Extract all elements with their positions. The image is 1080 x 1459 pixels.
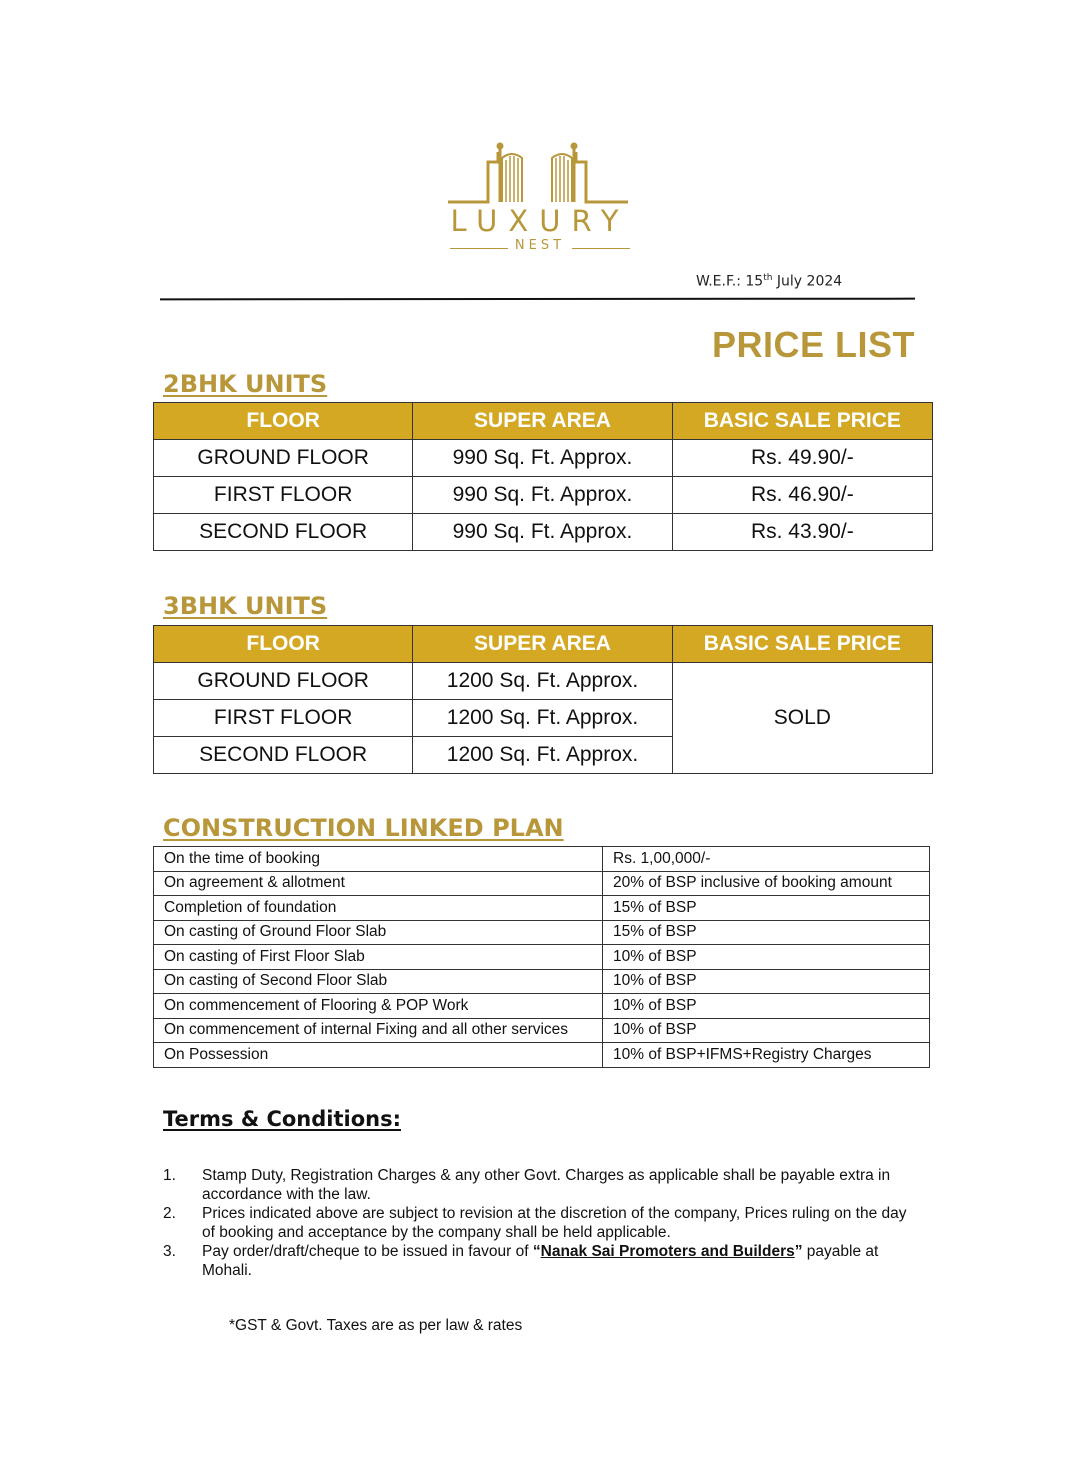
cell-amount: 10% of BSP [603, 969, 930, 994]
list-text: Stamp Duty, Registration Charges & any other Govt. Charges as applicable shall be payable extra in accordance with the law. [202, 1167, 891, 1203]
column-header: FLOOR [154, 403, 413, 440]
list-item [163, 1242, 923, 1280]
logo-wordmark: LUXURY [450, 204, 630, 238]
cell-stage: On casting of First Floor Slab [154, 945, 603, 970]
cell-area: 1200 Sq. Ft. Approx. [413, 700, 672, 737]
cell-price: Rs. 43.90/- [672, 514, 932, 551]
table-row [154, 969, 930, 994]
section-title-plan: CONSTRUCTION LINKED PLAN [163, 814, 564, 842]
table-row [154, 896, 930, 921]
table-row [154, 1043, 930, 1068]
cell-floor: SECOND FLOOR [154, 737, 413, 774]
list-number: 2. [163, 1205, 176, 1222]
cell-area: 1200 Sq. Ft. Approx. [413, 663, 672, 700]
company-name: Nanak Sai Promoters and Builders [540, 1243, 795, 1260]
list-number: 1. [163, 1167, 176, 1184]
cell-area: 1200 Sq. Ft. Approx. [413, 737, 672, 774]
list-number: 3. [163, 1243, 176, 1260]
cell-amount: 10% of BSP [603, 994, 930, 1019]
cell-stage: On Possession [154, 1043, 603, 1068]
cell-amount: 20% of BSP inclusive of booking amount [603, 871, 930, 896]
cell-price-sold: SOLD [672, 663, 932, 774]
cell-area: 990 Sq. Ft. Approx. [413, 440, 672, 477]
terms-list [163, 1166, 923, 1280]
table-row [154, 1018, 930, 1043]
cell-stage: On the time of booking [154, 847, 603, 872]
column-header: SUPER AREA [413, 626, 672, 663]
table-row [154, 440, 933, 477]
terms-heading: Terms & Conditions: [163, 1107, 401, 1131]
table-row [154, 871, 930, 896]
header-rule [160, 298, 915, 301]
page-title: PRICE LIST [711, 324, 915, 365]
cell-amount: 15% of BSP [603, 896, 930, 921]
cell-stage: Completion of foundation [154, 896, 603, 921]
close-quote: ” [794, 1243, 803, 1260]
table-header-row [154, 403, 933, 440]
cell-amount: 15% of BSP [603, 920, 930, 945]
table-row [154, 514, 933, 551]
cell-stage: On casting of Second Floor Slab [154, 969, 603, 994]
cell-stage: On casting of Ground Floor Slab [154, 920, 603, 945]
cell-price: Rs. 49.90/- [672, 440, 932, 477]
table-row [154, 945, 930, 970]
section-title-2bhk: 2BHK UNITS [163, 370, 328, 398]
column-header: FLOOR [154, 626, 413, 663]
list-item [163, 1204, 923, 1242]
list-item [163, 1166, 923, 1204]
cell-stage: On commencement of internal Fixing and all other services [154, 1018, 603, 1043]
table-header-row [154, 626, 933, 663]
luxury-nest-logo [440, 140, 640, 260]
column-header: SUPER AREA [413, 403, 672, 440]
table-row [154, 994, 930, 1019]
table-row [154, 920, 930, 945]
cell-floor: GROUND FLOOR [154, 440, 413, 477]
logo-subword: NEST [514, 238, 566, 253]
table-row [154, 663, 933, 700]
cell-stage: On commencement of Flooring & POP Work [154, 994, 603, 1019]
table-row [154, 847, 930, 872]
list-text: Prices indicated above are subject to revision at the discretion of the company, Prices ruling on the day of booking and acceptance by the company shall be held applicable. [202, 1205, 907, 1241]
cell-floor: SECOND FLOOR [154, 514, 413, 551]
list-text: Pay order/draft/cheque to be issued in favour of [202, 1243, 533, 1260]
table-row [154, 477, 933, 514]
cell-amount: 10% of BSP+IFMS+Registry Charges [603, 1043, 930, 1068]
cell-floor: GROUND FLOOR [154, 663, 413, 700]
cell-floor: FIRST FLOOR [154, 477, 413, 514]
cell-amount: Rs. 1,00,000/- [603, 847, 930, 872]
table-2bhk [153, 402, 933, 551]
table-payment-plan [153, 846, 930, 1068]
cell-stage: On agreement & allotment [154, 871, 603, 896]
cell-amount: 10% of BSP [603, 1018, 930, 1043]
open-quote: “ [532, 1243, 541, 1260]
cell-area: 990 Sq. Ft. Approx. [413, 477, 672, 514]
cell-floor: FIRST FLOOR [154, 700, 413, 737]
gst-note: *GST & Govt. Taxes are as per law & rates [229, 1317, 523, 1334]
table-3bhk [153, 625, 933, 774]
cell-price: Rs. 46.90/- [672, 477, 932, 514]
effective-date: W.E.F.: 15th July 2024 [696, 273, 843, 290]
cell-area: 990 Sq. Ft. Approx. [413, 514, 672, 551]
list-text: payable at Mohali. [202, 1243, 879, 1279]
column-header: BASIC SALE PRICE [672, 403, 932, 440]
cell-amount: 10% of BSP [603, 945, 930, 970]
building-gate-icon [440, 140, 640, 206]
section-title-3bhk: 3BHK UNITS [163, 592, 328, 620]
column-header: BASIC SALE PRICE [672, 626, 932, 663]
